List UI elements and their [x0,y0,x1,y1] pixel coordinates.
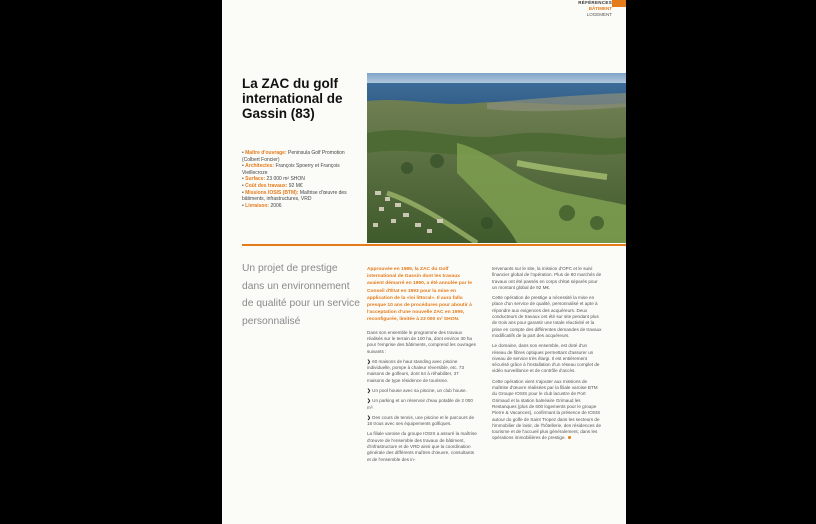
detail-value: 2006 [270,202,282,209]
detail-label: Surface: [245,176,266,183]
final-paragraph-text: Cette opération vient s'ajouter aux missions de maîtrise d'œuvre réalisées par la filiale varoise BTM du Groupe IOSIS pour le club lacustre de Port Grimaud et la station balnéaire Grimaud les Restanques (plus de 600 logements pour le groupe Pierre & Vacances), confirmant la présence de IOSIS autour du golfe de Saint Tropez dans les secteurs de l'immobilier de loisir, de l'hôtellerie, des résidences de tourisme et de l'accueil plus généralement, dans les opérations immobilières de prestige. [492,378,601,441]
bullet-item: ❯ Un parking et un réservoir d'eau potable de 2 000 m³. [367,398,477,411]
detail-label: Missions IOSIS (BTM): [245,189,299,196]
section-header [578,0,612,18]
magazine-page [222,0,626,524]
detail-label: Coût des travaux: [245,182,288,189]
detail-label: Livraison: [245,202,270,209]
bullet-item: ❯ Un pool house avec sa piscine, un club house. [367,388,477,394]
detail-row: • Maître d'ouvrage: Peninsula Golf Promotion (Colbert Foncier) [242,150,345,163]
detail-value: François Spoerry et François Vieillecroze [242,163,340,176]
header-logement: LOGEMENT [586,12,612,17]
body-paragraph: Cette opération de prestige a nécessité la mise en place d'un service de qualité, personnalisé et apte à répondre aux exigences des acquéreurs. Deux conducteurs de travaux ont été sur site pendant plus de trois ans pour garantir une totale réactivité et la prise en compte des différentes demandes de travaux modificatifs de la part des acquéreurs. [492,295,602,338]
body-paragraph: tervenants sur le site, la mission d'OPC et le suivi financier global de l'opération. Plus de 80 marchés de travaux ont été passés en corps d'état séparés pour un montant global de 92 M€. [492,266,602,290]
body-paragraph [492,379,602,442]
lead-paragraph: Approuvée en 1989, la ZAC du Golf international de Gassin dont les travaux avaient démarré en 1990, a été annulée par le Conseil d'État en 1993 pour la mise en application de la «loi littoral». Il aura fallu presque 10 ans de procédures pour aboutir à l'acceptation d'une nouvelle ZAC en 1999, reconfigurée, limitée à 23 000 m² SHON. [367,267,472,323]
detail-label: Maître d'ouvrage: [245,150,287,156]
pull-quote: Un projet de prestige dans un environnement de qualité pour un service personnalisé [242,263,360,327]
detail-label: Architectes: [245,163,275,170]
detail-row: • Livraison: 2006 [242,202,282,209]
detail-value: 92 M€ [288,182,303,189]
body-paragraph: Dans son ensemble le programme des travaux réalisés sur le terrain de 100 ha, dont environ 30 ha pour l'emprise des bâtiments, comprend les ouvrages suivants : [367,329,476,354]
header-references: RÉFÉRENCES [578,0,612,5]
detail-row: • Surface: 23 000 m² SHON [242,176,305,183]
detail-value: Maîtrise d'œuvre des bâtiments, infrastructures, VRD [242,189,347,203]
detail-value: 23 000 m² SHON [266,176,305,183]
bullet-item: ❯ Des cours de tennis, une piscine et le parcours de 18 trous avec ses équipements golfiques. [367,415,477,428]
black-background [626,0,816,524]
detail-value: Peninsula Golf Promotion (Colbert Foncier) [242,150,345,163]
detail-row: • Missions IOSIS (BTM): Maîtrise d'œuvre des bâtiments, infrastructures, VRD [242,189,347,203]
text-column-2 [492,266,602,446]
body-paragraph: Le domaine, dans son ensemble, est doté d'un réseau de fibres optiques permettant d'assurer un niveau de service très élargi. Il est entièrement sécurisé grâce à l'installation d'un réseau complet de vidéo surveillance et de contrôle d'accès. [492,343,600,374]
detail-row: • Coût des travaux: 92 M€ [242,182,303,189]
aerial-photo [367,73,626,243]
orange-divider [242,244,626,246]
article-title: La ZAC du golf international de Gassin (83) [242,76,343,121]
text-column-1 [367,266,477,467]
detail-row: • Architectes: François Spoerry et François Vieillecroze [242,163,340,176]
bullet-item: ❯ 60 maisons de haut standing avec piscine individuelle, pompe à chaleur réversible, etc. 73 maisons de golfeurs, dont 54 à réhabiliter, 37 maisons de type résidence de tourisme. [367,359,477,384]
end-mark-icon [568,436,571,439]
header-batiment: BÂTIMENT [588,6,612,11]
body-paragraph: La filiale varoise du groupe IOSIS a assuré la maîtrise d'œuvre de l'ensemble des travaux de bâtiment, d'infrastructure et de VRD ainsi que la coordination générale des différents maîtres d'œuvre, consultants et de l'ensemble des in- [367,431,477,462]
section-tab [612,0,626,7]
project-details [242,150,362,209]
